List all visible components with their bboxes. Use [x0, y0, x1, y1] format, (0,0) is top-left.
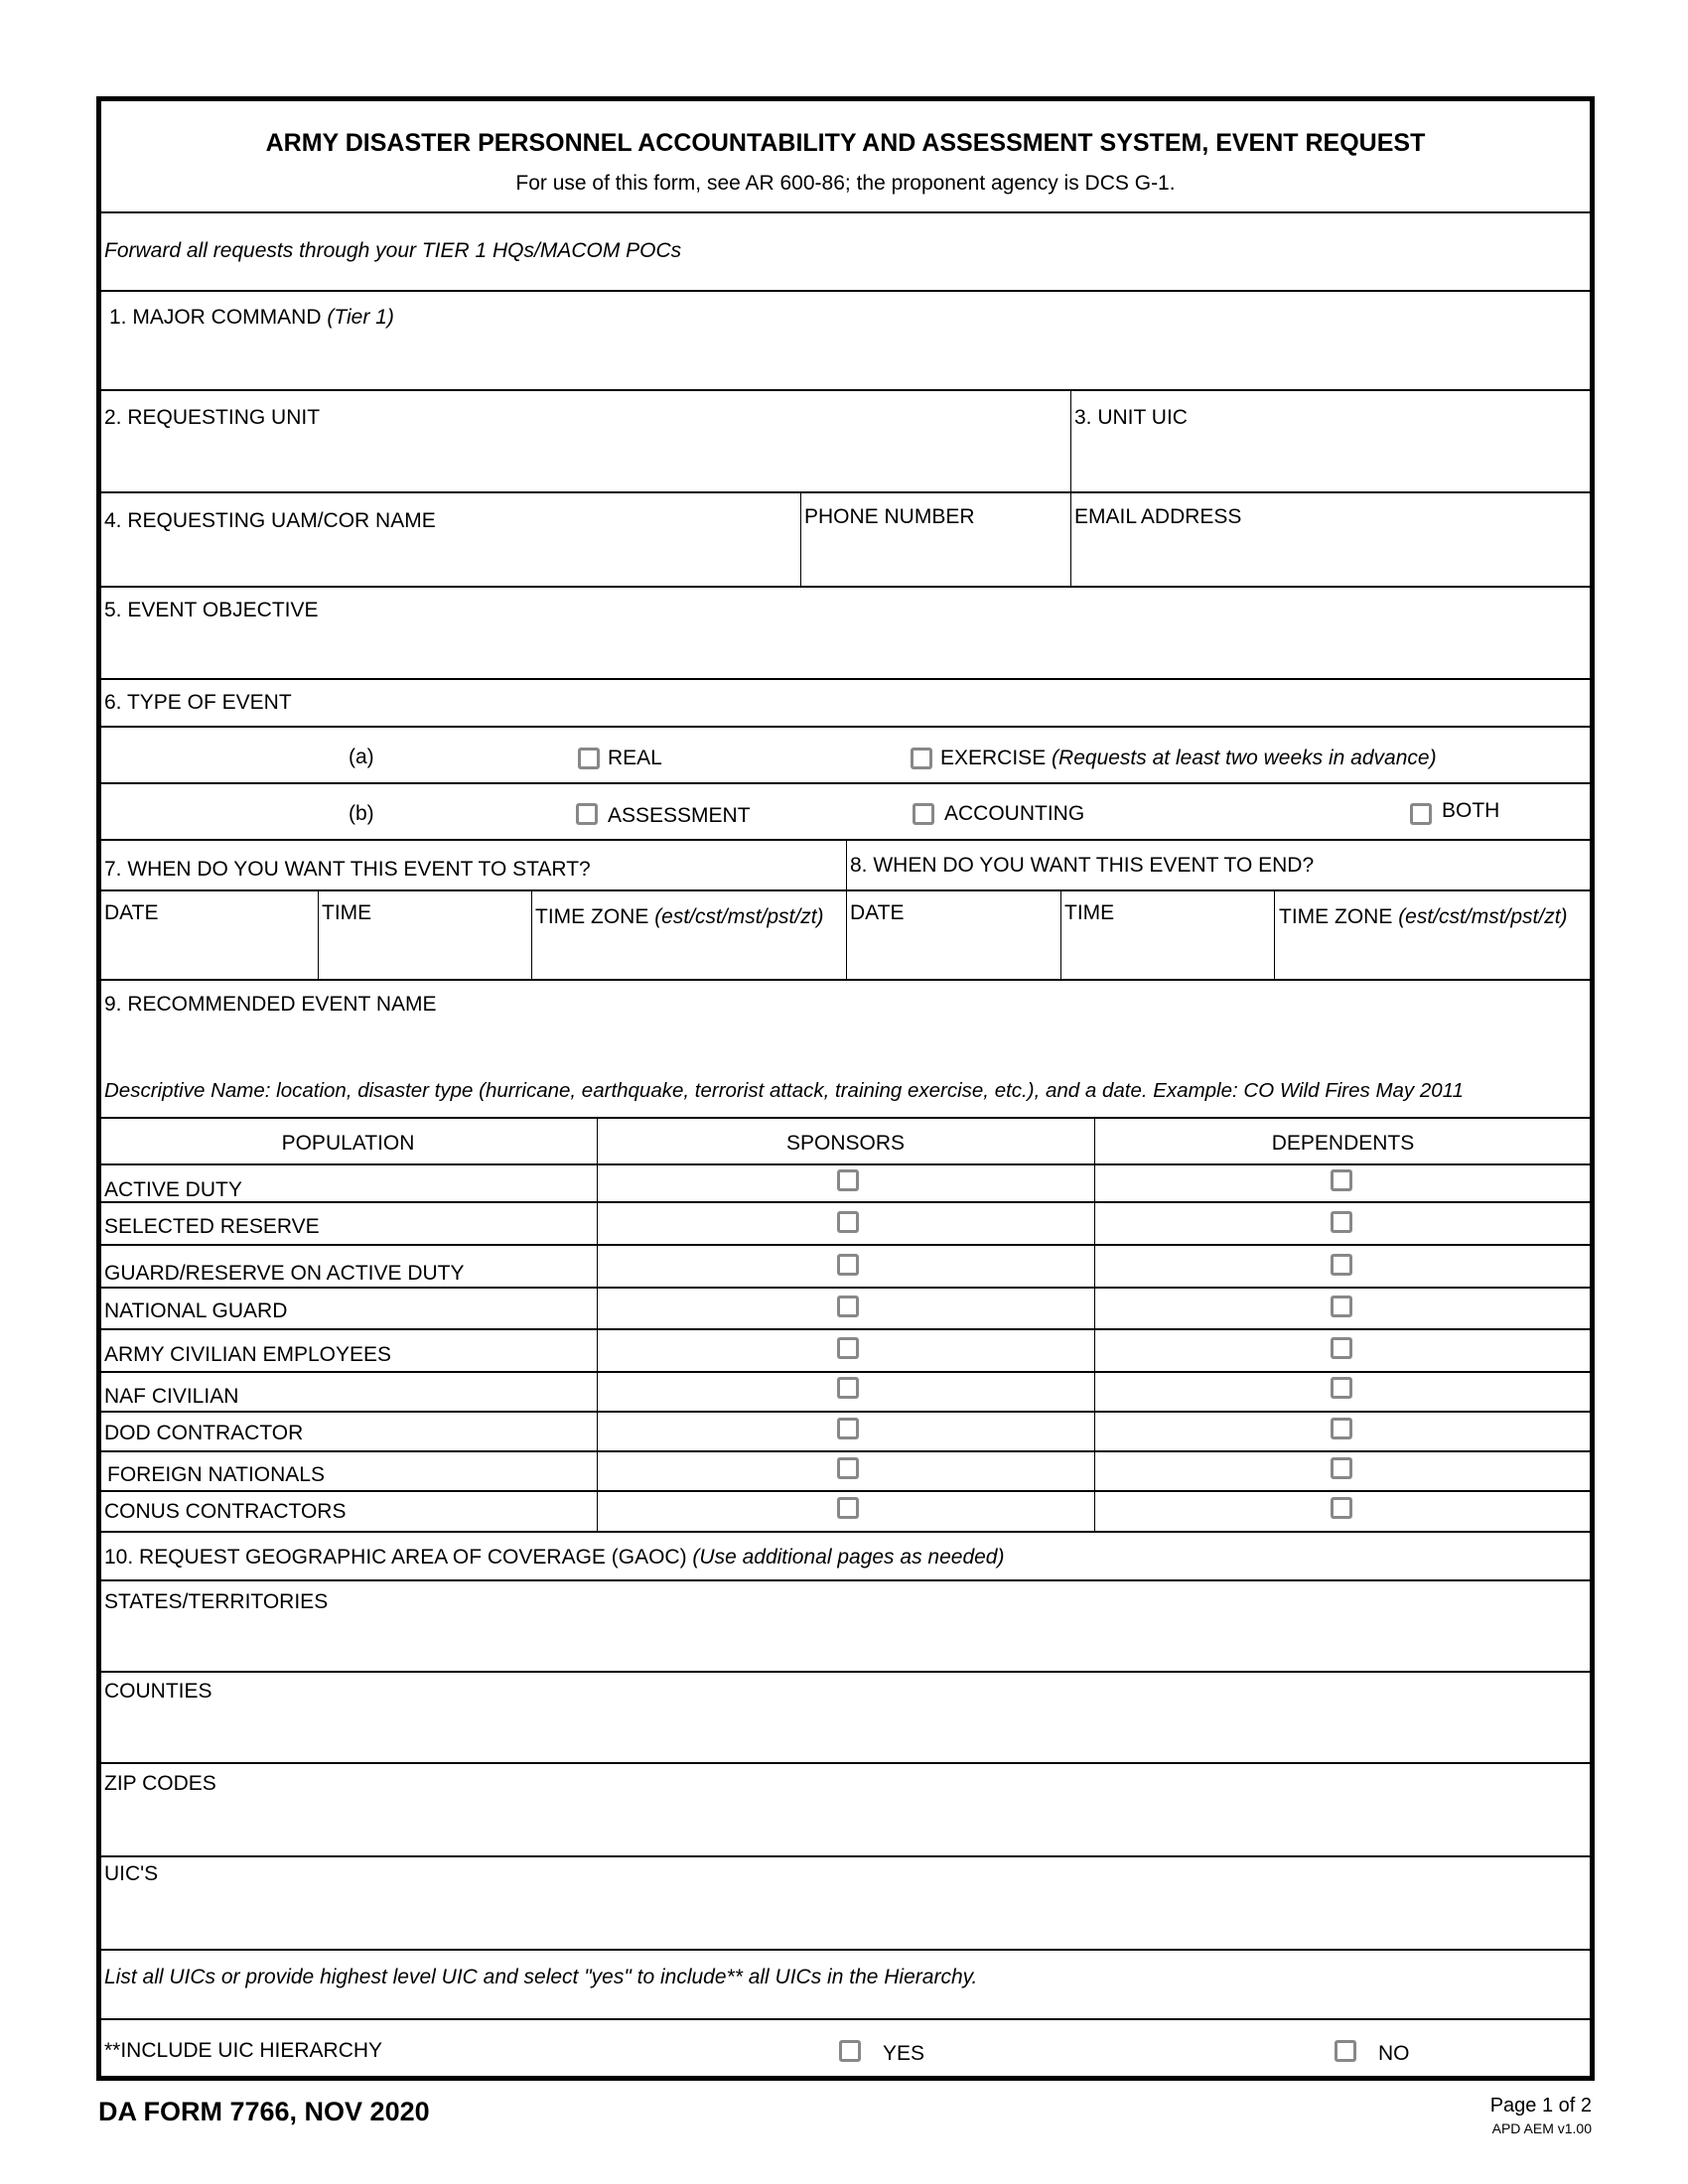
start-question: 7. WHEN DO YOU WANT THIS EVENT TO START?: [104, 858, 591, 881]
zip-codes-label: ZIP CODES: [104, 1772, 216, 1795]
guard-reserve-ad-sponsors-checkbox[interactable]: [837, 1254, 859, 1276]
end-question: 8. WHEN DO YOU WANT THIS EVENT TO END?: [850, 854, 1315, 877]
conus-contractors-dependents-checkbox[interactable]: [1331, 1497, 1352, 1519]
hierarchy-yes-checkbox[interactable]: [839, 2040, 861, 2062]
accounting-checkbox[interactable]: [913, 803, 934, 825]
end-timezone-label: TIME ZONE (est/cst/mst/pst/zt): [1279, 905, 1568, 928]
hierarchy-yes-label: YES: [883, 2042, 925, 2065]
forward-instructions: Forward all requests through your TIER 1 HQs/MACOM POCs: [104, 239, 682, 262]
email-address-label: EMAIL ADDRESS: [1074, 505, 1242, 528]
selected-reserve-sponsors-checkbox[interactable]: [837, 1211, 859, 1233]
national-guard-sponsors-checkbox[interactable]: [837, 1296, 859, 1317]
hierarchy-no-label: NO: [1378, 2042, 1410, 2065]
exercise-checkbox[interactable]: [911, 748, 932, 769]
hierarchy-no-checkbox[interactable]: [1335, 2040, 1356, 2062]
start-timezone-label: TIME ZONE (est/cst/mst/pst/zt): [535, 905, 824, 928]
population-row-label: FOREIGN NATIONALS: [107, 1463, 325, 1486]
population-row-label: DOD CONTRACTOR: [104, 1422, 304, 1444]
accounting-label: ACCOUNTING: [944, 802, 1085, 825]
both-label: BOTH: [1442, 799, 1500, 822]
row-a-label: (a): [349, 746, 374, 768]
foreign-nationals-sponsors-checkbox[interactable]: [837, 1457, 859, 1479]
major-command-label: 1. MAJOR COMMAND (Tier 1): [109, 306, 394, 329]
exercise-label: EXERCISE (Requests at least two weeks in advance): [940, 747, 1437, 769]
guard-reserve-ad-dependents-checkbox[interactable]: [1331, 1254, 1352, 1276]
gaoc-label: 10. REQUEST GEOGRAPHIC AREA OF COVERAGE (GAOC) (Use additional pages as needed): [104, 1546, 1005, 1569]
assessment-label: ASSESSMENT: [608, 804, 751, 827]
event-name-label: 9. RECOMMENDED EVENT NAME: [104, 993, 437, 1016]
conus-contractors-sponsors-checkbox[interactable]: [837, 1497, 859, 1519]
population-row-label: ARMY CIVILIAN EMPLOYEES: [104, 1343, 392, 1366]
end-time-label: TIME: [1064, 901, 1115, 924]
uics-label: UIC'S: [104, 1862, 159, 1885]
start-time-label: TIME: [322, 901, 372, 924]
population-header: POPULATION: [281, 1132, 415, 1155]
sponsors-header: SPONSORS: [785, 1132, 906, 1155]
selected-reserve-dependents-checkbox[interactable]: [1331, 1211, 1352, 1233]
population-row-label: NATIONAL GUARD: [104, 1299, 288, 1322]
active-duty-sponsors-checkbox[interactable]: [837, 1169, 859, 1191]
dod-contractor-sponsors-checkbox[interactable]: [837, 1418, 859, 1439]
states-territories-label: STATES/TERRITORIES: [104, 1590, 329, 1613]
naf-civilian-dependents-checkbox[interactable]: [1331, 1377, 1352, 1399]
population-row-label: CONUS CONTRACTORS: [104, 1500, 347, 1523]
naf-civilian-sponsors-checkbox[interactable]: [837, 1377, 859, 1399]
uam-cor-name-label: 4. REQUESTING UAM/COR NAME: [104, 509, 436, 532]
event-name-description: Descriptive Name: location, disaster type (hurricane, earthquake, terrorist attack, training exercise, etc.), and a date. Example: CO Wild Fires May 2011: [104, 1079, 1464, 1102]
army-civilian-dependents-checkbox[interactable]: [1331, 1337, 1352, 1359]
unit-uic-label: 3. UNIT UIC: [1074, 406, 1188, 429]
population-row-label: ACTIVE DUTY: [104, 1178, 242, 1201]
form-id: DA FORM 7766, NOV 2020: [98, 2097, 430, 2126]
real-label: REAL: [608, 747, 662, 769]
form-subtitle: For use of this form, see AR 600-86; the proponent agency is DCS G-1.: [515, 172, 1176, 195]
counties-label: COUNTIES: [104, 1680, 212, 1703]
row-b-label: (b): [349, 802, 374, 825]
include-hierarchy-label: **INCLUDE UIC HIERARCHY: [104, 2039, 383, 2062]
event-objective-label: 5. EVENT OBJECTIVE: [104, 599, 319, 621]
start-date-label: DATE: [104, 901, 159, 924]
population-row-label: NAF CIVILIAN: [104, 1385, 239, 1408]
population-row-label: SELECTED RESERVE: [104, 1215, 320, 1238]
phone-number-label: PHONE NUMBER: [804, 505, 975, 528]
uic-instruction: List all UICs or provide highest level UIC and select "yes" to include** all UICs in the Hierarchy.: [104, 1966, 978, 1988]
real-checkbox[interactable]: [578, 748, 600, 769]
end-date-label: DATE: [850, 901, 905, 924]
dependents-header: DEPENDENTS: [1271, 1132, 1415, 1155]
national-guard-dependents-checkbox[interactable]: [1331, 1296, 1352, 1317]
assessment-checkbox[interactable]: [576, 803, 598, 825]
population-row-label: GUARD/RESERVE ON ACTIVE DUTY: [104, 1262, 465, 1285]
requesting-unit-label: 2. REQUESTING UNIT: [104, 406, 321, 429]
both-checkbox[interactable]: [1410, 803, 1432, 825]
active-duty-dependents-checkbox[interactable]: [1331, 1169, 1352, 1191]
dod-contractor-dependents-checkbox[interactable]: [1331, 1418, 1352, 1439]
foreign-nationals-dependents-checkbox[interactable]: [1331, 1457, 1352, 1479]
form-title: ARMY DISASTER PERSONNEL ACCOUNTABILITY AND ASSESSMENT SYSTEM, EVENT REQUEST: [265, 129, 1426, 157]
type-of-event-label: 6. TYPE OF EVENT: [104, 691, 292, 714]
army-civilian-sponsors-checkbox[interactable]: [837, 1337, 859, 1359]
form-version: APD AEM v1.00: [1491, 2120, 1592, 2136]
page-number: Page 1 of 2: [1489, 2095, 1592, 2116]
